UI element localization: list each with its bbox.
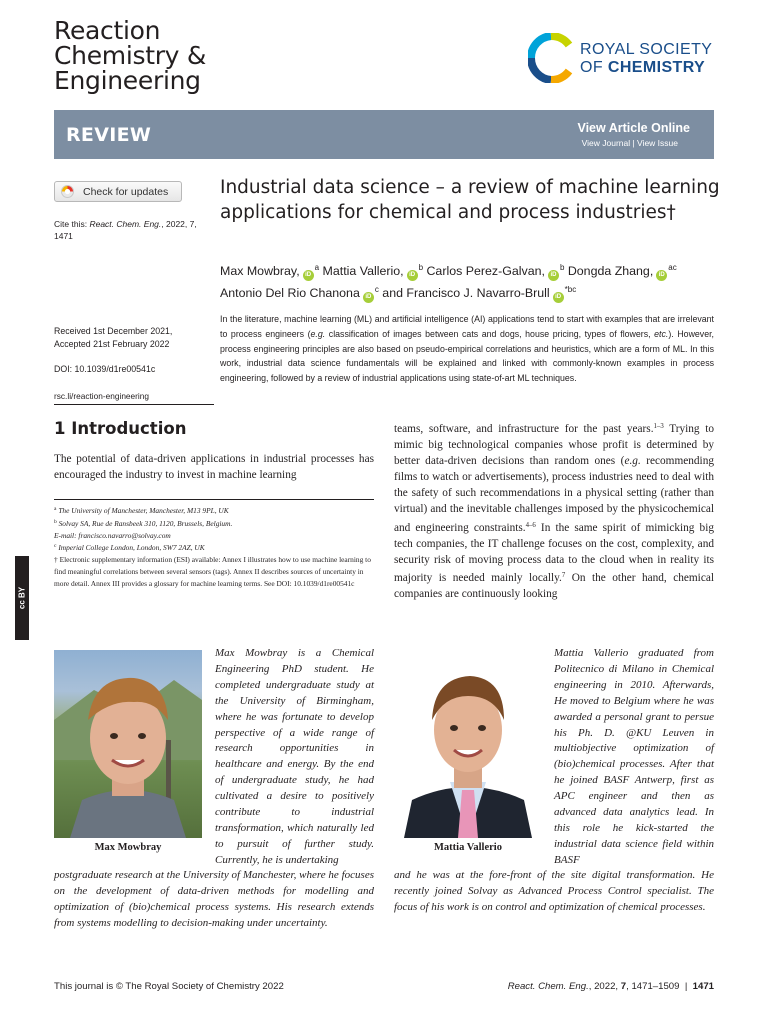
body-text: e.g. xyxy=(624,455,641,468)
body-text: On the other hand, chemical companies are continuously looking xyxy=(394,571,714,600)
author-affiliation: ac xyxy=(668,263,677,272)
journal-title-line: Chemistry & xyxy=(54,41,207,70)
footer-pages: , 1471–1509 xyxy=(626,981,680,992)
citation-ref[interactable]: 1–3 xyxy=(653,423,664,430)
journal-title-line: Reaction xyxy=(54,16,161,45)
photo-caption: Mattia Vallerio xyxy=(434,842,502,853)
orcid-icon[interactable]: iD xyxy=(656,270,667,281)
footnote-text: Imperial College London, London, SW7 2AZ, UK xyxy=(58,543,205,553)
received-dates xyxy=(54,325,214,350)
footnote-text: The University of Manchester, Manchester, M13 9PL, UK xyxy=(58,506,229,515)
orcid-icon[interactable]: iD xyxy=(303,270,314,281)
doi[interactable]: DOI: 10.1039/d1re00541c xyxy=(54,364,156,374)
rsc-name-line2 xyxy=(580,59,712,77)
cite-journal: React. Chem. Eng. xyxy=(89,219,162,229)
citation-info xyxy=(54,218,214,242)
orcid-icon[interactable]: iD xyxy=(553,292,564,303)
author-name[interactable]: Carlos Perez-Galvan, xyxy=(426,264,545,278)
footnote-mark: b xyxy=(54,518,57,525)
author-name[interactable]: Dongda Zhang, xyxy=(567,264,654,278)
biography-text: Mattia Vallerio graduated from Politecnico di Milano in Chemical engineering in 2010. Afterwards, He moved to Belgium where he was awarded a personal grant to persue his Ph. D. @KU Leuven in multiobjective optimization of (bio)chemical processes. After that he joined BASF Antwerp, first as APC engineer and then as advanced data analytics lead. In this role he kick-started the industrial data science field within BASF xyxy=(554,647,714,866)
author-photo-mattia-vallerio xyxy=(394,650,542,838)
footnote-mark: c xyxy=(54,543,57,550)
rsc-of: OF xyxy=(580,59,604,76)
author-affiliation: b xyxy=(559,263,565,272)
footer-year: , 2022, xyxy=(588,981,621,992)
footer-separator: | xyxy=(684,981,688,992)
accepted-date: Accepted 21st February 2022 xyxy=(54,338,170,349)
view-article-online-link[interactable]: View Article Online xyxy=(577,121,690,135)
citation-ref[interactable]: 4–6 xyxy=(525,521,536,529)
author-affiliation: b xyxy=(418,263,424,272)
journal-title-line: Engineering xyxy=(54,66,201,95)
check-for-updates-button[interactable] xyxy=(54,181,182,202)
article-type-banner xyxy=(54,110,714,159)
rsc-logo-mark-icon xyxy=(528,33,574,83)
footnote-text: Solvay SA, Rue de Ransbeek 310, 1120, Brussels, Belgium. xyxy=(58,518,233,528)
footer-copyright: This journal is © The Royal Society of Chemistry 2022 xyxy=(54,981,284,992)
footnote-text: Electronic supplementary information (ESI) available: Annex I illustrates how to use machine learning to find meaningful correlations between several sensors (tags). Annex II describes sources of uncertainty in more detail. Annex III provides a glossary for machine learning terms. See DOI: 10.1039/d1re00541c xyxy=(54,555,371,588)
intro-paragraph: The potential of data-driven applications in industrial processes has encouraged the industry to invest in machine learning xyxy=(54,453,374,481)
cc-license-badge[interactable] xyxy=(15,556,29,640)
intro-paragraph-continued xyxy=(394,419,714,602)
check-for-updates-label: Check for updates xyxy=(83,185,169,198)
author-affiliation: a xyxy=(314,263,320,272)
cite-label: Cite this: xyxy=(54,219,88,229)
biography-text: and he was at the fore-front of the site digital transformation. He recently joined Solvay as Advanced Process Control specialist. The focus of his work is on control and optimization of chemical processes. xyxy=(394,869,714,913)
orcid-icon[interactable]: iD xyxy=(363,292,374,303)
journal-title xyxy=(54,18,206,93)
section-heading: 1 Introduction xyxy=(54,419,187,438)
body-text: recommending films to watch or advertisements), process industries need to deal with the safety of such recommendations in a physical setting (rather than virtual) and the inevitable challenges imposed by the physicochemical and engineering constraints. xyxy=(394,455,714,534)
journal-url-link[interactable]: rsc.li/reaction-engineering xyxy=(54,391,150,401)
footnote xyxy=(54,554,374,589)
biography-text: postgraduate research at the University of Manchester, where he focuses on the development of data-driven methods for modelling and optimization of (bio)chemical process systems. His research extends from systems modelling to decision-making under uncertainty. xyxy=(54,869,374,929)
author-list xyxy=(220,259,720,303)
abstract-text: etc. xyxy=(654,328,669,339)
footnote-divider xyxy=(54,499,374,500)
footnote xyxy=(54,530,374,542)
portrait-icon xyxy=(54,650,202,838)
footnotes xyxy=(54,504,374,590)
abstract xyxy=(220,312,714,386)
author-name[interactable]: and Francisco J. Navarro-Brull xyxy=(382,286,550,300)
rsc-chemistry: CHEMISTRY xyxy=(607,59,706,76)
rsc-logo-text xyxy=(580,41,712,77)
footnote-mark: a xyxy=(54,506,57,512)
rsc-name-line1: ROYAL SOCIETY xyxy=(580,41,713,58)
orcid-icon[interactable]: iD xyxy=(548,270,559,281)
author-affiliation: c xyxy=(374,285,379,294)
crossmark-icon xyxy=(61,185,74,198)
footer-journal: React. Chem. Eng. xyxy=(507,981,589,992)
received-date: Received 1st December 2021, xyxy=(54,326,173,336)
abstract-text: ). However, process engineering principles are also based on pseudo-empirical correlations and heuristics, which are a form of ML. In this work, industrial data science fundamentals will be explained and linked with commonly-known examples in process engineering, followed by a review of industrial applications using state-of-art ML techniques. xyxy=(220,328,714,384)
footnote xyxy=(54,541,374,554)
footnote-email[interactable]: E-mail: francisco.navarro@solvay.com xyxy=(54,530,171,540)
citation-ref[interactable]: 7 xyxy=(561,571,566,579)
footer-volume: 7 xyxy=(620,981,627,992)
article-title: Industrial data science – a review of machine learning applications for chemical and process industries† xyxy=(220,177,720,223)
footnote xyxy=(54,517,374,530)
body-text: teams, software, and infrastructure for the past years. xyxy=(394,423,654,435)
divider xyxy=(54,404,214,405)
rsc-logo[interactable] xyxy=(528,33,716,87)
view-journal-issue-links[interactable]: View Journal | View Issue xyxy=(581,138,678,148)
footnote xyxy=(54,504,374,517)
cite-pages: 1471 xyxy=(54,231,73,241)
author-name[interactable]: Mattia Vallerio, xyxy=(322,264,404,278)
cite-year-volume: , 2022, 7, xyxy=(161,219,197,229)
page-number: 1471 xyxy=(692,981,714,992)
author-name[interactable]: Antonio Del Rio Chanona xyxy=(220,286,360,300)
portrait-icon xyxy=(394,650,542,838)
article-type: REVIEW xyxy=(66,124,152,146)
biography-text: Max Mowbray is a Chemical Engineering PhD student. He completed undergraduate study at the University of Birmingham, where he was fortunate to develop perspective of a wide range of research opportunities in healthcare and energy. By the end of undergraduate study, he had cultivated a desire to positively contribute to industrial transformation, which naturally led to pursuit of further study. Currently, he is undertaking xyxy=(215,647,374,866)
photo-caption: Max Mowbray xyxy=(94,842,162,853)
body-text: In the same spirit of mimicking big tech companies, the IT challenge focuses on the cost, complexity, and security risk of moving process data to the cloud when in reality its majority is needed mainly locally. xyxy=(394,521,714,584)
abstract-text: classification of images between cats and dogs, house pricing, types of flowers, xyxy=(325,328,655,339)
orcid-icon[interactable]: iD xyxy=(407,270,418,281)
abstract-text: In the literature, machine learning (ML) and artificial intelligence (AI) applications tend to start with examples that are irrelevant to process engineers ( xyxy=(220,314,714,339)
body-text: Trying to mimic big technological companies whose profit is determined by better data-driven decisions than random ones ( xyxy=(394,423,714,468)
author-affiliation: *bc xyxy=(564,285,577,294)
abstract-text: e.g. xyxy=(310,328,326,339)
author-name[interactable]: Max Mowbray, xyxy=(220,264,300,278)
footer-citation xyxy=(508,981,714,992)
author-photo-max-mowbray xyxy=(54,650,202,838)
cc-license-label: cc BY xyxy=(17,586,27,610)
footnote-mark: † xyxy=(54,555,58,565)
